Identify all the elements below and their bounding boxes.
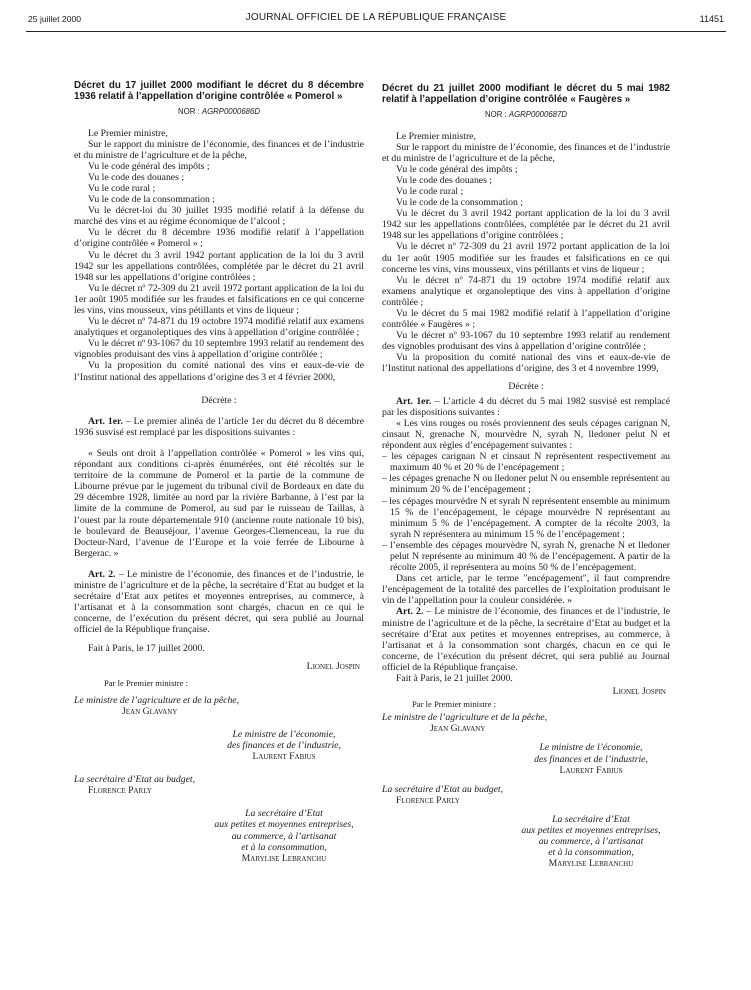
right-article-1-intro: – L’article 4 du décret du 5 mai 1982 susvisé est remplacé par les dispositions suivantes :	[382, 395, 670, 418]
right-minister-agriculture-title: Le ministre de l’agriculture et de la pêche,	[382, 712, 548, 724]
right-visa: Le Premier ministre,	[396, 130, 476, 142]
right-decree	[382, 83, 670, 869]
left-minister-agriculture-name: Jean Glavany	[122, 705, 178, 717]
right-decrete-heading: Décrète :	[508, 380, 544, 392]
right-secretary-budget-title: La secrétaire d’Etat au budget,	[382, 783, 503, 795]
left-article-2	[74, 569, 364, 636]
left-visa: Vu le décret nº 93-1067 du 10 septembre 1993 relatif au rendement des vignobles produisant des vins à appellation d’origine contrôlée ;	[74, 338, 364, 361]
right-secretary-budget-name: Florence Parly	[396, 794, 460, 806]
left-article-1	[74, 416, 364, 438]
left-minister-economy-title-2: des finances et de l’industrie,	[227, 740, 341, 751]
right-article-1-end: Dans cet article, par le terme "encépagement", il faut comprendre l’encépagement de la totalité des parcelles de l’exploitation produisant le vin de l’appellation pour la couleur considérée. »	[382, 573, 670, 607]
left-visa: Vu le décret nº 74-871 du 19 octobre 1974 modifié relatif aux examens analytiques et organoleptiques des vins à appellation d’origine contrôlée ;	[74, 316, 364, 339]
right-minister-economy-name: Laurent Fabius	[559, 764, 623, 776]
page-header	[28, 12, 724, 28]
left-minister-economy-title-1: Le ministre de l’économie,	[232, 728, 336, 740]
left-nor-reference	[74, 106, 364, 117]
left-decree-title: Décret du 17 juillet 2000 modifiant le décret du 8 décembre 1936 relatif à l’appellation d’origine contrôlée « Pomerol »	[74, 80, 364, 103]
right-article-2	[382, 606, 670, 673]
right-visa: Vu le décret nº 72-309 du 21 avril 1972 portant application de la loi du 1er août 1905 modifiée sur les fraudes et falsifications en ce qui concerne les vins, vins mousseux, vins pétillants et vins de liqueur ;	[382, 241, 670, 275]
right-article-1	[382, 396, 670, 418]
right-visa: Vu la proposition du comité national des vins et eaux-de-vie de l’Institut national des appellations d’origine, des 3 et 4 novembre 1999,	[382, 352, 670, 375]
header-page-number: 11451	[699, 14, 724, 24]
right-visa: Vu le décret nº 93-1067 du 10 septembre 1993 relatif au rendement des vignobles produisant des vins à appellation d’origine contrôlée ;	[382, 330, 670, 353]
left-minister-economy-name: Laurent Fabius	[252, 751, 316, 763]
right-par-premier-ministre: Par le Premier ministre :	[412, 699, 497, 710]
left-visas	[74, 128, 364, 383]
left-secretary-budget-title: La secrétaire d’Etat au budget,	[74, 774, 195, 786]
right-nor-label: NOR :	[485, 110, 507, 120]
header-journal-title: JOURNAL OFFICIEL DE LA RÉPUBLIQUE FRANÇAISE	[245, 12, 507, 23]
left-secretary-sme-title-1: La secrétaire d’Etat	[245, 808, 323, 820]
left-visa: Vu le décret-loi du 30 juillet 1935 modifié relatif à la défense du marché des vins et au régime économique de l’alcool ;	[74, 205, 364, 228]
right-decree-title: Décret du 21 juillet 2000 modifiant le décret du 5 mai 1982 relatif à l’appellation d’origine contrôlée « Faugères »	[382, 83, 670, 106]
left-decree	[74, 80, 364, 864]
right-secretary-sme-title-2: aux petites et moyennes entreprises,	[521, 825, 661, 837]
left-visa: Sur le rapport du ministre de l’économie, des finances et de l’industrie et du ministre de l’agriculture et de la pêche,	[74, 138, 364, 161]
right-visa: Vu le code des douanes ;	[396, 174, 492, 186]
left-visa: Vu le décret du 8 décembre 1936 modifié relatif à l’appellation d’origine contrôlée « Pomerol » ;	[74, 227, 364, 250]
right-secretary-sme-title-3: au commerce, à l’artisanat	[538, 836, 644, 848]
right-article-2-text: – Le ministre de l’économie, des finances et de l’industrie, le ministre de l’agriculture et de la pêche, la secrétaire d’Etat au budget et la secrétaire d’Etat aux petites et moyennes entreprises, au commerce, à l’artisanat et à la consommation sont chargés, chacun en ce qui le concerne, de l’exécution du présent décret, qui sera publié au Journal officiel de la République française.	[382, 606, 670, 673]
right-visa: Vu le décret du 5 mai 1982 modifié relatif à l’appellation d’origine contrôlée « Faugères » ;	[382, 308, 670, 331]
left-visa: Le Premier ministre,	[88, 127, 168, 139]
left-visa: Vu le code des douanes ;	[88, 171, 184, 183]
left-nor-label: NOR :	[178, 107, 200, 117]
right-article-2-label: Art. 2.	[396, 606, 424, 618]
right-minister-agriculture-name: Jean Glavany	[430, 723, 486, 735]
left-visa: Vu le code général des impôts ;	[88, 160, 210, 172]
left-decrete-heading: Décrète :	[201, 394, 237, 406]
left-visa: Vu le code rural ;	[88, 182, 156, 194]
right-visa: Vu le code général des impôts ;	[396, 163, 518, 175]
right-nor-reference	[382, 109, 670, 120]
right-article-1-quote: « Les vins rouges ou rosés proviennent des seuls cépages carignan N, cinsaut N, grenache N, mourvèdre N, syrah N, lledoner pelut N et répondent aux règles d’encépagement suivantes :	[382, 417, 670, 452]
left-signer-pm: Lionel Jospin	[306, 660, 360, 672]
header-rule	[26, 31, 726, 32]
left-article-1-label: Art. 1er.	[88, 415, 123, 427]
left-place-date: Fait à Paris, le 17 juillet 2000.	[88, 643, 205, 655]
right-visa: Sur le rapport du ministre de l’économie, des finances et de l’industrie et du ministre de l’agriculture et de la pêche,	[382, 141, 670, 164]
left-article-1-quote: « Seuls ont droit à l’appellation contrôlée « Pomerol » les vins qui, répondant aux conditions ci-après énumérées, ont été récoltés sur le territoire de la commune de Pomerol et la partie de la commune de Libourne prévue par le jugement du tribunal civil de Bordeaux en date du 29 décembre 1928, limitée au nord par la rivière Barbanne, à l’est par la limite de la commune de Pomerol, au sud par le ruisseau de Taillas, à l’ouest par la route départementale 910 (ancienne route nationale 10 bis), le boulevard de Beauséjour, l’avenue Georges-Clemenceau, la rue du Docteur-Nard, l’avenue de l’Europe et la voie ferrée de Libourne à Bergerac. »	[74, 447, 364, 559]
right-visa: Vu le code rural ;	[396, 185, 464, 197]
left-par-premier-ministre: Par le Premier ministre :	[104, 677, 189, 688]
left-secretary-sme-title-3: au commerce, à l’artisanat	[231, 830, 337, 842]
left-visa: Vu la proposition du comité national des vins et eaux-de-vie de l’Institut national des appellations d’origine des 3 et 4 février 2000,	[74, 360, 364, 383]
left-article-1-intro: – Le premier alinéa de l’article 1er du décret du 8 décembre 1936 susvisé est remplacé par les dispositions suivantes :	[74, 415, 364, 438]
right-signer-pm: Lionel Jospin	[612, 686, 666, 698]
right-bullet: – l’ensemble des cépages mourvèdre N, syrah N, grenache N et lledoner pelut N représente au minimum 40 % de l’encépagement. A partir de la récolte 2005, il représentera au moins 50 % de l’encépagement.	[382, 539, 670, 574]
left-minister-agriculture-title: Le ministre de l’agriculture et de la pêche,	[74, 694, 240, 706]
left-visa: Vu le décret nº 72-309 du 21 avril 1972 portant application de la loi du 1er août 1905 modifiée sur les fraudes et falsifications en ce qui concerne les vins, vins mousseux, vins pétillants et vins de liqueur ;	[74, 282, 364, 316]
right-visa: Vu le décret nº 74-871 du 19 octobre 1974 modifié relatif aux examens analytique et organoleptique des vins à appellation d’origine contrôlée ;	[382, 274, 670, 308]
right-secretary-sme-name: Marylise Lebranchu	[548, 858, 634, 870]
right-minister-economy-title-2: des finances et de l’industrie,	[534, 753, 648, 765]
right-nor-code: AGRP0000687D	[508, 110, 567, 120]
right-secretary-sme-title-1: La secrétaire d’Etat	[552, 813, 630, 825]
right-secretary-sme-title-4: et à la consommation,	[548, 847, 634, 859]
right-minister-economy-title-1: Le ministre de l’économie,	[539, 742, 643, 754]
left-article-2-text: – Le ministre de l’économie, des finances et de l’industrie, le ministre de l’agriculture et de la pêche, la secrétaire d’Etat au budget et la secrétaire d’Etat aux petites et moyennes entreprises, au commerce, à l’artisanat et à la consommation sont chargés, chacun en ce qui le concerne, de l’exécution du présent décret, qui sera publié au Journal officiel de la République française.	[74, 568, 364, 636]
left-nor-code: AGRP0000686D	[201, 107, 260, 117]
left-secretary-sme-title-2: aux petites et moyennes entreprises,	[214, 819, 354, 831]
right-article-1-label: Art. 1er.	[396, 395, 432, 407]
header-date: 25 juillet 2000	[28, 14, 82, 24]
right-visas	[382, 131, 670, 375]
right-visa: Vu le code de la consommation ;	[396, 197, 523, 209]
right-bullet: – les cépages mourvèdre N et syrah N représentent ensemble au minimum 15 % de l’encépagement, le cépage mourvèdre N représentant au minimum 5 % de l’encépagement. A compter de la récolte 2003, la syrah N représentera au minimum 15 % de l’encépagement ;	[382, 495, 670, 540]
right-place-date: Fait à Paris, le 21 juillet 2000.	[396, 673, 513, 684]
right-bullet: – les cépages grenache N ou lledoner pelut N ou ensemble représentent au minimum 20 % de l’encépagement ;	[382, 473, 670, 496]
left-secretary-sme-title-4: et à la consommation,	[241, 841, 327, 853]
right-visa: Vu le décret du 3 avril 1942 portant application de la loi du 3 avril 1942 sur les appellations contrôlées, complétée par le décret du 21 avril 1948 sur les appellations d’origine contrôlées ;	[382, 208, 670, 242]
left-visa: Vu le décret du 3 avril 1942 portant application de la loi du 3 avril 1942 sur les appellations contrôlées, complétée par le décret du 21 avril 1948 sur les appellations d’origine contrôlées ;	[74, 249, 364, 283]
left-article-2-label: Art. 2.	[88, 568, 116, 580]
left-secretary-budget-name: Florence Parly	[88, 785, 152, 797]
left-visa: Vu le code de la consommation ;	[88, 194, 215, 206]
left-secretary-sme-name: Marylise Lebranchu	[241, 852, 327, 864]
right-bullet: – les cépages carignan N et cinsaut N représentent respectivement au maximum 40 % et 20 % de l’encépagement ;	[382, 451, 670, 474]
